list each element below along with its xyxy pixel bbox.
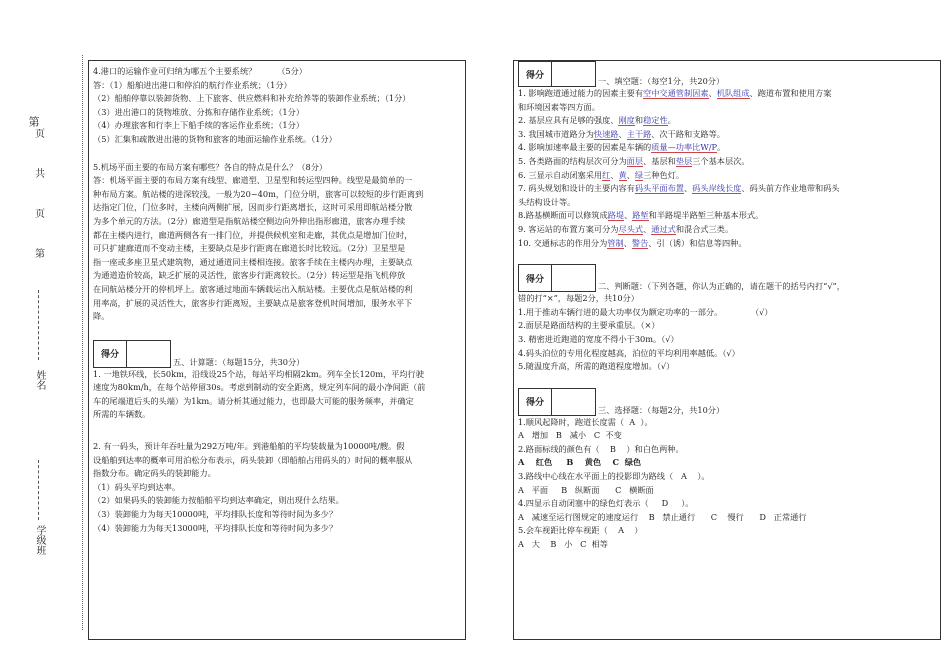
fill-answer: 空中交通管制因素: [643, 88, 709, 98]
section-5-title: 五、计算题：（每题15分，共30分）: [173, 356, 305, 367]
calc-q2-sub-1: （1）码头平均到达率。: [93, 481, 181, 492]
fill-text: 、: [618, 128, 627, 139]
judge-item-3: 3. 精密进近跑道的宽度不得小于30m。（√）: [518, 333, 679, 344]
calc-q2-line-1: 2. 有一码头，预计年吞吐量为292万吨/年。到港船舶的平均装载量为10000吨/艘。假: [93, 441, 405, 452]
fill-text: 三个基本层次。: [692, 155, 750, 166]
judge-item-1: 1.用于推动车辆行进的最大功率仅为额定功率的一部分。 （√）: [518, 306, 773, 317]
section-5-header: [93, 340, 461, 368]
score-label: 得分: [519, 62, 552, 86]
name-label: 姓名: [34, 370, 45, 390]
q5-line-5: 都在主楼内进行，廊道两侧各有一排门位，并提供候机室和走廊，其优点是增加门位时，: [93, 229, 413, 240]
choice-q5: 5.会车视距比停车视距（ A ）: [518, 525, 643, 536]
section-2-title: 二、判断题：（下列各题，你认为正确的，请在题干的括号内打“√”，: [598, 281, 845, 292]
fill-item: [518, 182, 936, 196]
fill-text: 9. 客运站的布置方案可分为: [518, 223, 619, 234]
q4-answer-4: （4）办理旅客和行李上下船手续的客运作业系统；（1分）: [93, 120, 305, 131]
fill-answer: 路堤: [607, 210, 625, 221]
fill-text: 三种色灯。: [643, 169, 685, 180]
fill-text: 6. 三显示自动闭塞采用: [518, 169, 603, 180]
fill-in-list: [518, 87, 936, 250]
fill-answer: 面层: [626, 155, 644, 166]
fill-text: 、: [626, 169, 635, 180]
calc-q1-line-2: 速度为80km/h，在每个站停留30s。考虑到制动的安全距离，规定列车间的最小净间距（前: [93, 382, 426, 393]
fill-item: [518, 114, 936, 128]
fill-text: 头结构设计等。: [518, 196, 576, 207]
fill-text: 、引（诱）和信息等四种。: [648, 237, 747, 248]
q5-line-9: 在同航站楼分开的停机坪上。旅客通过地面车辆载运出入航站楼。主要优点是航站楼的利: [93, 283, 413, 294]
calc-q1-line-4: 所需的车辆数。: [93, 409, 151, 420]
judge-item-2: 2.面层是路面结构的主要承重层。（×）: [518, 320, 660, 331]
choice-q1-options: A 增加 B 减小 C 不变: [518, 430, 622, 441]
label-page-2: 页: [35, 209, 45, 220]
fill-answer: 尽头式: [618, 223, 644, 234]
score-box[interactable]: [93, 340, 171, 368]
calc-q2-line-3: 指数分布。确定码头的装卸能力。: [93, 468, 216, 479]
fill-item: [518, 101, 936, 115]
q4-answer-2: （2）船舶停靠以装卸货物、上下旅客、供应燃料和补充给养等的装卸作业系统；（1分）: [93, 93, 411, 104]
fill-answer: 主干路: [626, 128, 652, 139]
calc-q2-sub-2: （2）如果码头的装卸能力按船舶平均到达率确定，则出现什么结果。: [93, 495, 344, 506]
left-panel: [88, 60, 466, 640]
class-field[interactable]: [30, 460, 50, 590]
choice-q1: 1.顺风起降时，跑道长度需（ A ）。: [518, 416, 653, 427]
fill-answer: 红: [602, 169, 611, 180]
fill-text: 、码头前方作业地带和码头: [741, 183, 840, 194]
choice-q3: 3.路线中心线在水平面上的投影即为路线（ A ）。: [518, 471, 710, 482]
calc-q1-line-3: 车的尾端道后头的头端）为1km。请分析其通过能力，也即最大可能的服务频率，并确定: [93, 395, 414, 406]
fill-text: 、: [623, 237, 632, 248]
fill-text: 和混合式三类。: [675, 223, 734, 234]
fill-answer: 码头岸线长度: [692, 183, 742, 194]
fill-item: [518, 209, 936, 223]
score-blank[interactable]: [127, 341, 170, 367]
fill-text: 和环境因素等四方面。: [518, 101, 600, 112]
section-2-title-cont: 错的打“×”，每题2分，共10分）: [518, 293, 639, 304]
score-blank[interactable]: [552, 265, 595, 291]
score-blank[interactable]: [552, 389, 595, 415]
q5-line-3: 达指定门位，门位多时，主楼向两侧扩展，因而步行距离增长，这时可采用即航站楼分散: [93, 202, 413, 213]
fill-text: 7. 码头规划和设计的主要内容有: [518, 183, 635, 194]
fill-answer: 快速路: [593, 128, 619, 139]
judge-item-5: 5.随温度升高，所需的跑道程度增加。（√）: [518, 361, 675, 372]
page-counter-vertical: [33, 115, 47, 275]
name-field[interactable]: [30, 290, 50, 410]
calc-q2-line-2: 设船舶到达率的概率可用泊松分布表示，码头装卸（即船舶占用码头的）时间的概率服从: [93, 454, 413, 465]
label-page-1: 页: [35, 129, 45, 140]
score-label: 得分: [519, 265, 552, 291]
binding-line: [82, 55, 83, 630]
choice-q5-options: A 大 B 小 C 相等: [518, 539, 608, 550]
fill-answer: 刚度: [618, 115, 635, 126]
fill-text: 、次干路和支路等。: [651, 128, 725, 139]
q5-line-8: 为通道造价较高，缺乏扩展的灵活性，旅客步行距离较长。（2分）转运型是指飞机停放: [93, 270, 406, 281]
section-3-title: 三、选择题：（每题2分，共10分）: [598, 404, 725, 415]
q5-line-10: 用率高，扩展的灵活性大，旅客步行距离短，主要缺点是旅客登机时间增加，服务水平下: [93, 297, 413, 308]
fill-answer: 警告: [631, 237, 649, 248]
fill-answer: 通过式: [651, 223, 676, 234]
fill-text: 1. 影响跑道通过能力的因素主要有: [518, 88, 644, 98]
fill-text: 、: [610, 169, 619, 180]
q5-line-11: 降。: [93, 311, 110, 322]
fill-text: 和: [634, 115, 644, 126]
score-label: 得分: [94, 341, 127, 367]
choice-q4: 4.四显示自动闭塞中的绿色灯表示（ D ）。: [518, 498, 694, 509]
fill-answer: 路堑: [632, 210, 649, 221]
q4-answer-3: （3）进出港口的货物堆放、分拣和存储作业系统；（1分）: [93, 106, 305, 117]
fill-text: 。: [717, 142, 726, 153]
fill-answer: 质量—功率比W/P: [651, 142, 718, 153]
q5-line-6: 可只扩建廊道而不变动主楼，主要缺点是步行距离在廊道长时比较远。（2分）卫星型是: [93, 243, 406, 254]
q5-line-2: 种布局方案。航站楼的进深较浅，一般为20~40m，门位分明，旅客可以较短的步行距离到: [93, 188, 424, 199]
right-panel: [513, 60, 941, 640]
score-box[interactable]: [518, 264, 596, 292]
fill-item: [518, 237, 936, 251]
judge-item-4: 4.码头泊位的专用化程度越高，泊位的平均利用率越低。（√）: [518, 347, 740, 358]
section-3-header: [518, 388, 936, 416]
fill-item: [518, 196, 936, 210]
choice-q2-options: A 红色 B 黄色 C 绿色: [518, 457, 642, 468]
choice-q4-options: A 减速至运行图规定的速度运行 B 禁止通行 C 慢行 D 正常通行: [518, 511, 807, 522]
fill-text: 、: [684, 183, 693, 194]
fill-text: 、: [643, 223, 652, 234]
calc-q2-sub-3: （3）装卸能力为每天10000吨，平均排队长度和等待时间为多少？: [93, 509, 338, 520]
fill-item: [518, 169, 936, 183]
label-total: 共: [35, 169, 45, 180]
section-1-title: 一、填空题：（每空1分，共20分）: [598, 76, 725, 86]
fill-item: [518, 128, 936, 142]
fill-text: 3. 我国城市道路分为: [518, 128, 594, 139]
section-1-header: [518, 61, 936, 87]
fill-text: 、跑道布置和使用方案: [749, 88, 832, 98]
fill-text: 4. 影响加速率最主要的因素是车辆的: [518, 142, 652, 153]
fill-answer: 码头平面布置: [634, 183, 684, 194]
q5-line-7: 指一座或多座卫星式建筑物，通过通道同主楼相连接。旅客手续在主楼内办理，主要缺点: [93, 256, 413, 267]
fill-item: [518, 223, 936, 237]
fill-answer: 管制: [607, 237, 624, 248]
fill-text: 、: [624, 210, 633, 221]
fill-text: 8.路基横断面可以修筑成: [518, 210, 608, 221]
fill-text: 10. 交通标志的作用分为: [518, 237, 608, 248]
fill-answer: 机队组成: [716, 88, 750, 98]
q5-line-4: 为多个单元的方法。（2分）廊道型是指航站楼空侧边向外伸出指形廊道，旅客办理手续: [93, 215, 406, 226]
fill-text: 、基层和: [643, 155, 676, 166]
score-box[interactable]: [518, 388, 596, 416]
label-di: 第: [27, 116, 40, 131]
fill-item: [518, 155, 936, 169]
calc-q2-sub-4: （4）装卸能力为每天13000吨，平均排队长度和等待时间为多少？: [93, 522, 338, 533]
fill-text: 、: [708, 88, 717, 98]
q5-line-1: 答：机场平面主要的布局方案有线型、廊道型、卫星型和转运型四种。线型是最简单的一: [93, 175, 413, 186]
score-label: 得分: [519, 389, 552, 415]
score-box[interactable]: [518, 61, 596, 87]
fill-text: 2. 基层应具有足够的强度、: [518, 115, 619, 126]
section-2-header: [518, 264, 936, 292]
calc-q1-line-1: 1. 一地铁环线，长50km，沿线设25个站，每站平均相隔2km。列车全长120m，平均行驶: [93, 368, 424, 379]
fill-item: [518, 141, 936, 155]
class-label: 学级班: [34, 525, 45, 555]
q4-answer-5: （5）汇集和疏散进出港的货物和旅客的地面运输作业系统。（1分）: [93, 133, 337, 144]
fill-answer: 稳定性: [643, 115, 668, 126]
fill-answer: 垫层: [675, 155, 693, 166]
score-blank[interactable]: [552, 62, 595, 86]
fill-text: 5. 各类路面的结构层次可分为: [518, 155, 627, 166]
fill-answer: 绿: [634, 169, 644, 180]
label-number: 第: [35, 249, 45, 260]
fill-answer: 黄: [618, 169, 627, 180]
fill-item: [518, 87, 936, 101]
fill-text: 。: [667, 115, 676, 126]
q4-answer-1: 答：（1）船舶进出港口和停泊的航行作业系统；（1分）: [93, 79, 292, 90]
fill-text: 和半路堤半路堑三种基本形式。: [648, 210, 764, 221]
q4-title: 4.港口的运输作业可归纳为哪五个主要系统？ （5分）: [93, 66, 307, 76]
choice-q3-options: A 平面 B 纵断面 C 横断面: [518, 484, 654, 495]
q5-title: 5.机场平面主要的布局方案有哪些？各自的特点是什么？（8分）: [93, 161, 328, 172]
choice-q2: 2.路面标线的颜色有（ B ）和白色两种。: [518, 443, 684, 454]
